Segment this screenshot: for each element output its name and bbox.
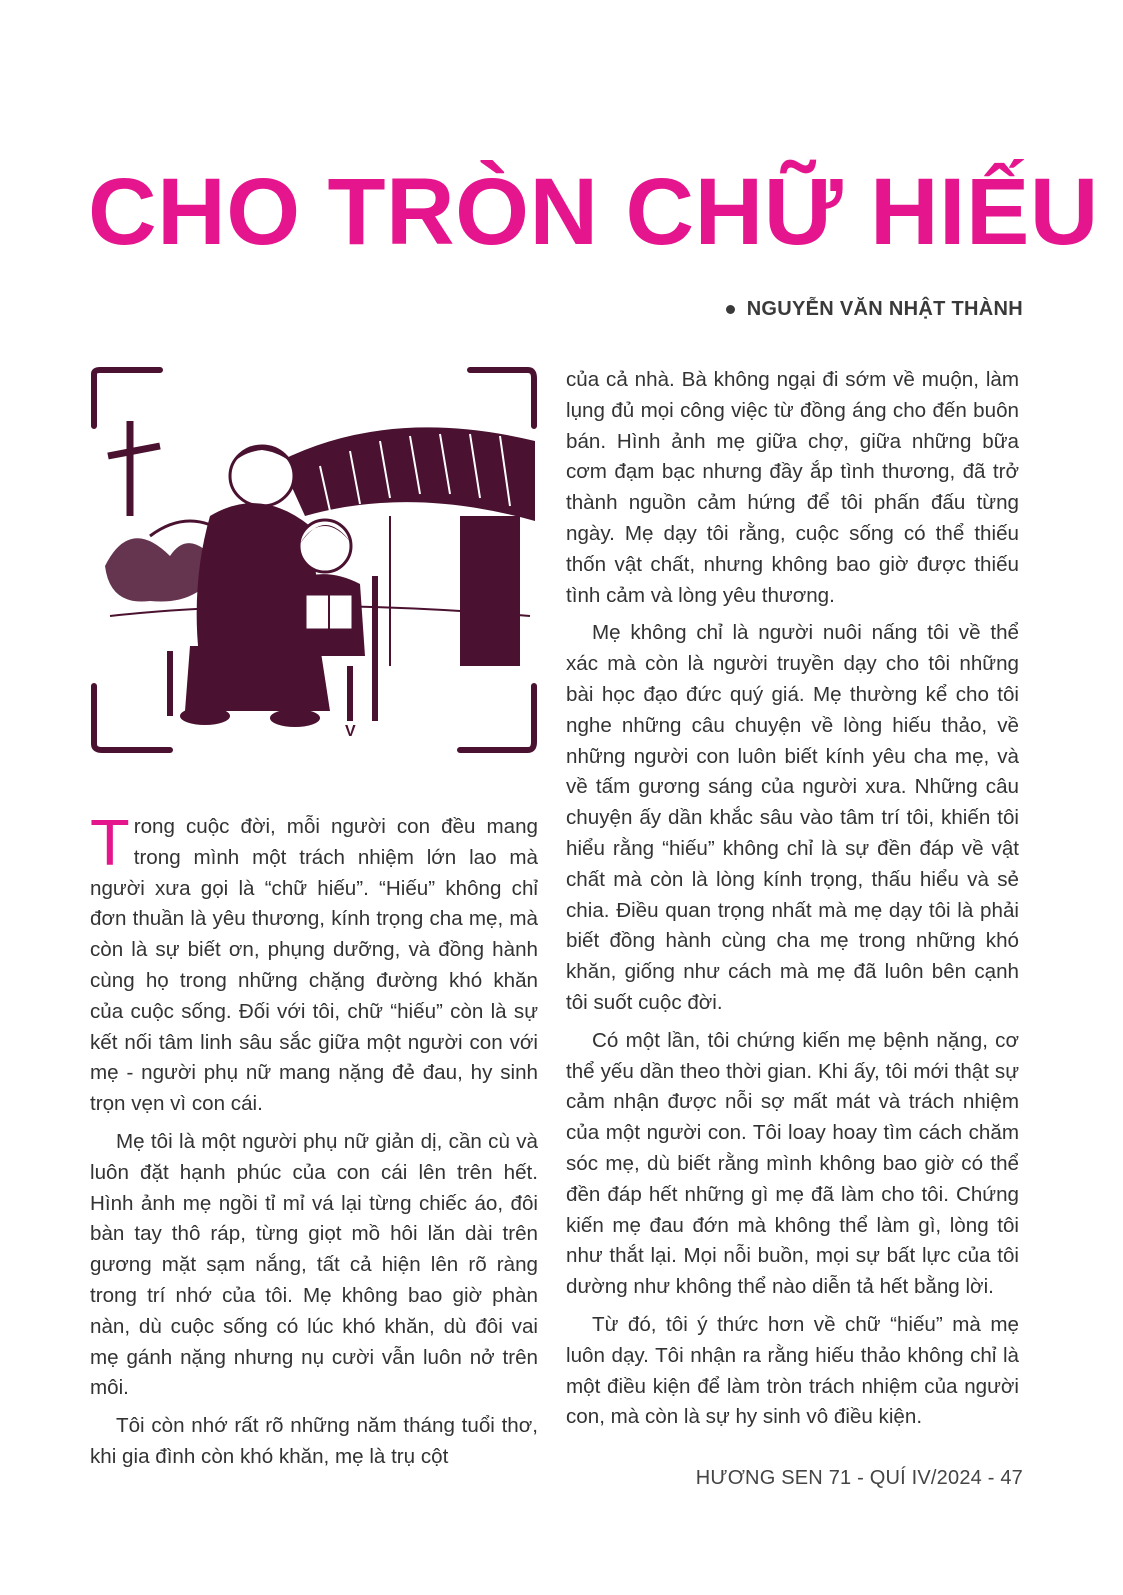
article-column-left xyxy=(90,806,538,1480)
article-column-right xyxy=(566,365,1019,1440)
wooden-cross-icon xyxy=(108,421,160,516)
paragraph-3-start: Tôi còn nhớ rất rõ những năm tháng tuổi thơ, khi gia đình còn khó khăn, mẹ là trụ cột xyxy=(90,1414,538,1468)
author-name: NGUYỄN VĂN NHẬT THÀNH xyxy=(746,298,1023,320)
author-byline xyxy=(726,298,1023,321)
artist-signature: V xyxy=(345,723,356,740)
paragraph-6: Từ đó, tôi ý thức hơn về chữ “hiếu” mà mẹ luôn dạy. Tôi nhận ra rằng hiếu thảo không chỉ là một điều kiện để làm tròn trách nhiệm của người con, mà còn là sự hy sinh vô điều kiện. xyxy=(566,1312,1019,1429)
door-shape xyxy=(460,516,520,666)
drop-cap: T xyxy=(90,806,130,879)
frame-corner-top-right xyxy=(470,370,534,426)
article-title: CHO TRÒN CHỮ HIẾU xyxy=(88,159,1099,265)
paragraph-1: Trong cuộc đời, mỗi người con đều mang trong mình một trách nhiệm lớn lao mà người xưa gọi là “chữ hiếu”. “Hiếu” không chỉ đơn thuần là yêu thương, kính trọng cha mẹ, mà còn là sự biết ơn, phụng dưỡng, và đồng hành cùng họ trong những chặng đường khó khăn của cuộc sống. Đối với tôi, chữ “hiếu” còn là sự kết nối tâm linh sâu sắc giữa một người con với mẹ - người phụ nữ mang nặng đẻ đau, hy sinh trọn vẹn vì con cái. xyxy=(90,806,538,1116)
frame-corner-top-left xyxy=(94,370,160,426)
paragraph-4: Mẹ không chỉ là người nuôi nấng tôi về thể xác mà còn là người truyền dạy cho tôi những bài học đạo đức quý giá. Mẹ thường kể cho tôi nghe những câu chuyện về lòng hiếu thảo, về những người con luôn biết kính yêu cha mẹ, và về tấm gương sáng của người xưa. Những câu chuyện ấy dần khắc sâu vào tâm trí tôi, khiến tôi hiểu rằng “hiếu” không chỉ là sự đền đáp về vật chất mà còn là lòng kính trọng, thấu hiểu và sẻ chia. Điều quan trọng nhất mà mẹ dạy tôi là phải biết đồng hành cùng cha mẹ trong những khó khăn, giống như cách mà mẹ đã luôn bên cạnh tôi suốt cuộc đời. xyxy=(566,621,1019,1014)
frame-corner-bottom-left xyxy=(94,686,170,750)
page-footer: HƯƠNG SEN 71 - QUÍ IV/2024 - 47 xyxy=(695,1467,1023,1489)
illustration-mother-child xyxy=(90,366,540,756)
paragraph-3-continued: của cả nhà. Bà không ngại đi sớm về muộn, làm lụng đủ mọi công việc từ đồng áng cho đến buôn bán. Hình ảnh mẹ giữa chợ, giữa những bữa cơm đạm bạc nhưng đầy ắp tình thương, đã trở thành nguồn cảm hứng để tôi phấn đấu từng ngày. Mẹ dạy tôi rằng, cuộc sống có thể thiếu thốn vật chất, nhưng không bao giờ được thiếu tình cảm và lòng yêu thương. xyxy=(566,368,1019,607)
paragraph-5: Có một lần, tôi chứng kiến mẹ bệnh nặng, cơ thể yếu dần theo thời gian. Khi ấy, tôi mới thật sự cảm nhận được nỗi sợ mất mát và trách nhiệm của một người con. Tôi loay hoay tìm cách chăm sóc mẹ, dù biết rằng mình không bao giờ có thể đền đáp hết những gì mẹ đã làm cho tôi. Chứng kiến mẹ đau đớn mà không thể làm gì, lòng tôi như thắt lại. Mọi nỗi buồn, mọi sự bất lực của tôi dường như không thể nào diễn tả hết bằng lời. xyxy=(566,1028,1019,1299)
bullet-icon xyxy=(726,305,735,314)
frame-corner-bottom-right xyxy=(460,686,534,750)
paragraph-2: Mẹ tôi là một người phụ nữ giản dị, cần cù và luôn đặt hạnh phúc của con cái lên trên hết. Hình ảnh mẹ ngồi tỉ mỉ vá lại từng chiếc áo, đôi bàn tay thô ráp, từng giọt mồ hôi lăn dài trên gương mặt sạm nắng, tất cả hiện lên rõ ràng trong trí nhớ của tôi. Mẹ không bao giờ phàn nàn, dù cuộc sống có lúc khó khăn, dù đôi vai mẹ gánh nặng nhưng nụ cười vẫn luôn nở trên môi. xyxy=(90,1129,538,1400)
